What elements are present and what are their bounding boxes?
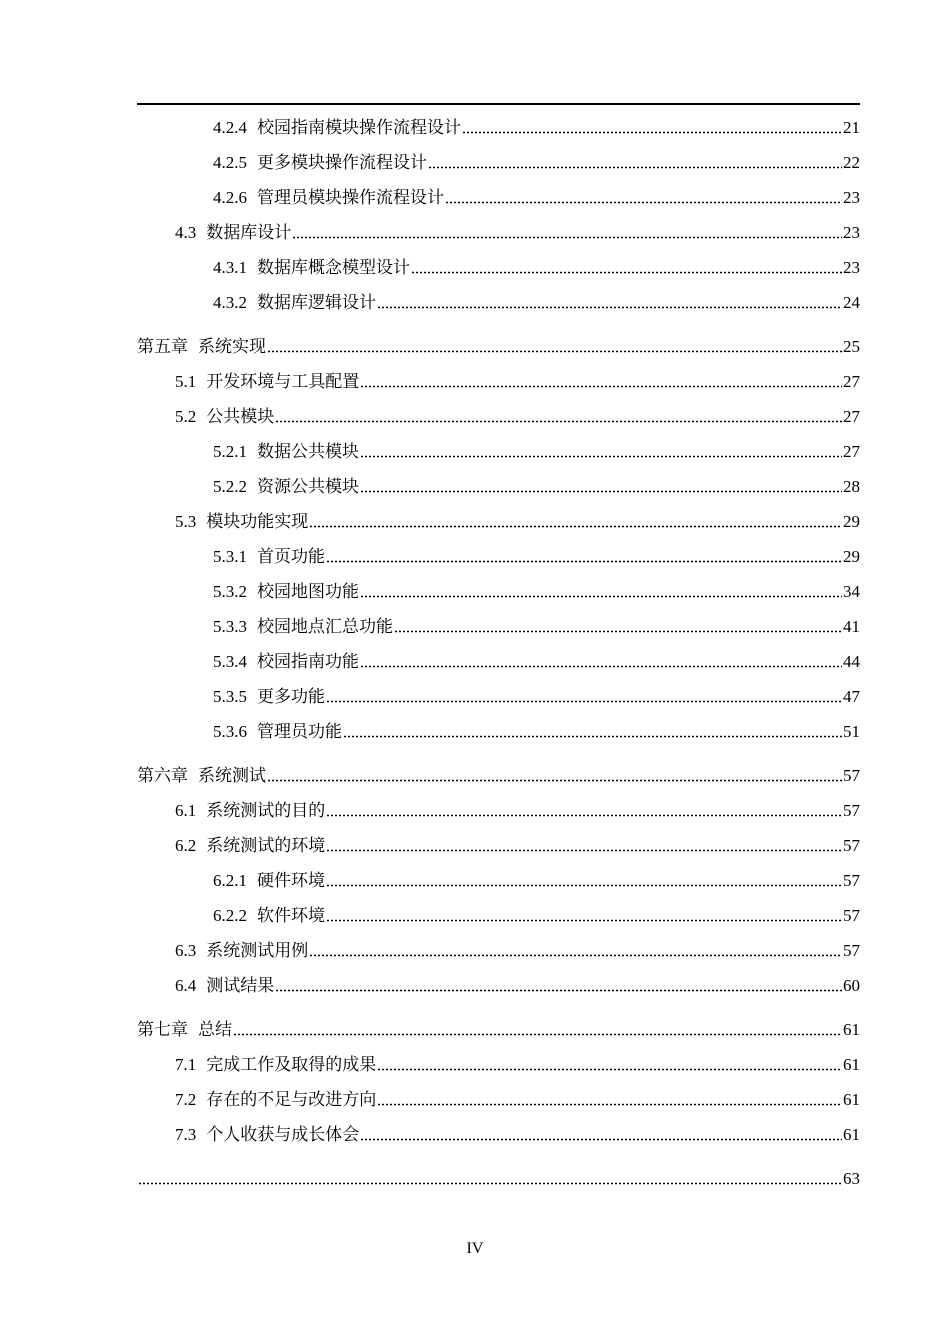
toc-entry-title: 公共模块 [206,407,275,426]
toc-entry[interactable] [137,1088,860,1112]
toc-entry-title: 更多模块操作流程设计 [257,153,427,172]
toc-entry-title: 校园地点汇总功能 [257,617,393,636]
toc-dot-leader [292,236,842,239]
toc-dot-leader [326,884,842,887]
toc-entry-title: 开发环境与工具配置 [206,372,360,391]
toc-entry-title: 数据库概念模型设计 [257,258,410,277]
toc-entry-page: 44 [843,652,860,671]
toc-dot-leader [267,350,842,353]
toc-entry-number: 6.1 [175,801,197,820]
toc-entry-number: 4.3.2 [213,293,247,312]
toc-entry-number: 5.3.5 [213,687,247,706]
toc-entry[interactable] [137,1123,860,1147]
toc-entry[interactable] [137,510,860,534]
toc-entry[interactable] [137,974,860,998]
toc-entry[interactable] [137,335,860,359]
toc-entry-page: 23 [843,258,860,277]
toc-entry[interactable] [137,834,860,858]
toc-entry-page: 29 [843,547,860,566]
toc-entry-page: 27 [843,407,860,426]
toc-entry-number: 6.2.1 [213,871,247,890]
toc-entry[interactable] [137,764,860,788]
toc-entry-number: 5.1 [175,372,197,391]
toc-dot-leader [326,700,842,703]
toc-entry-title: 数据库逻辑设计 [257,293,376,312]
toc-entry[interactable] [137,221,860,245]
toc-dot-leader [233,1033,842,1036]
toc-dot-leader [462,131,842,134]
toc-dot-leader [445,201,842,204]
toc-dot-leader [377,1103,842,1106]
toc-dot-leader [326,849,842,852]
toc-entry-page: 51 [843,722,860,741]
toc-entry-number: 第六章 [137,766,188,785]
toc-entry-title: 总结 [198,1020,232,1039]
toc-entry-page: 57 [843,836,860,855]
toc-entry-page: 27 [843,442,860,461]
toc-entry-title: 个人收获与成长体会 [206,1125,360,1144]
toc-entry[interactable] [137,1053,860,1077]
toc-dot-leader [326,919,842,922]
toc-entry-page: 57 [843,801,860,820]
toc-dot-leader [360,1138,842,1141]
toc-entry-number: 5.3.3 [213,617,247,636]
toc-entry-title: 测试结果 [206,976,275,995]
toc-entry-page: 61 [843,1125,860,1144]
toc-entry-number: 5.3.1 [213,547,247,566]
toc-entry-number: 5.2.2 [213,477,247,496]
toc-entry-title: 更多功能 [257,687,325,706]
header-rule [137,103,860,105]
toc-entry[interactable] [137,799,860,823]
toc-entry-title: 系统测试的环境 [206,836,326,855]
toc-entry-title: 系统测试用例 [206,941,309,960]
toc-entry[interactable] [137,186,860,210]
toc-entry-title: 系统测试 [198,766,266,785]
toc-dot-leader [394,630,842,633]
toc-entry-title: 数据库设计 [206,223,292,242]
toc-entry[interactable] [137,685,860,709]
toc-entry-page: 23 [843,223,860,242]
toc-entry-title: 存在的不足与改进方向 [206,1090,377,1109]
toc-dot-leader [309,954,842,957]
toc-entry-page: 22 [843,153,860,172]
toc-entry[interactable] [137,650,860,674]
toc-entry-page: 57 [843,766,860,785]
page-number: IV [466,1240,484,1257]
toc-entry-title: 校园指南模块操作流程设计 [257,118,461,137]
toc-dot-leader [411,271,842,274]
toc-entry-number: 4.3 [175,223,197,242]
toc-entry-title: 校园指南功能 [257,652,359,671]
toc-entry-title: 校园地图功能 [257,582,359,601]
toc-entry-number: 7.1 [175,1055,197,1074]
toc-entry-page: 25 [843,337,860,356]
toc-entry-title: 首页功能 [257,547,325,566]
toc-entry-number: 第七章 [137,1020,188,1039]
toc-entry-number: 7.2 [175,1090,197,1109]
toc-dot-leader [360,490,842,493]
toc-entry-page: 29 [843,512,860,531]
toc-entry-page: 61 [843,1020,860,1039]
toc-dot-leader [377,306,842,309]
toc-entry-title: 资源公共模块 [257,477,359,496]
toc-entry-number: 5.3 [175,512,197,531]
toc-entry-page: 23 [843,188,860,207]
toc-entry-number: 4.3.1 [213,258,247,277]
toc-entry-title: 完成工作及取得的成果 [206,1055,377,1074]
toc-entry-number: 4.2.5 [213,153,247,172]
toc-entry-number: 5.3.2 [213,582,247,601]
toc-entry-number: 6.2 [175,836,197,855]
toc-entry-page: 60 [843,976,860,995]
toc-entry-page: 57 [843,871,860,890]
toc-entry-number: 7.3 [175,1125,197,1144]
toc-entry[interactable] [137,151,860,175]
toc-entry[interactable] [137,1167,860,1191]
toc-dot-leader [309,525,842,528]
toc-dot-leader [326,560,842,563]
toc-dot-leader [275,420,842,423]
toc-dot-leader [326,814,842,817]
toc-entry-number: 5.2 [175,407,197,426]
toc-entry-page: 24 [843,293,860,312]
toc-entry-number: 6.2.2 [213,906,247,925]
toc-entry-page: 47 [843,687,860,706]
toc-entry[interactable] [137,1018,860,1042]
toc-entry-title: 管理员功能 [257,722,342,741]
toc-entry-page: 41 [843,617,860,636]
toc-entry-number: 6.3 [175,941,197,960]
toc-entry[interactable] [137,405,860,429]
toc-entry-page: 27 [843,372,860,391]
toc-entry[interactable] [137,939,860,963]
toc-entry-page: 63 [843,1169,860,1188]
toc-entry-title: 数据公共模块 [257,442,359,461]
toc-entry-page: 61 [843,1055,860,1074]
toc-entry-page: 34 [843,582,860,601]
toc-entry-title: 硬件环境 [257,871,325,890]
toc-dot-leader [360,455,842,458]
toc-entry-number: 4.2.6 [213,188,247,207]
toc-entry[interactable] [137,370,860,394]
toc-dot-leader [360,385,842,388]
toc-entry-title: 模块功能实现 [206,512,309,531]
toc-entry-title: 系统测试的目的 [206,801,326,820]
toc-entry-number: 5.2.1 [213,442,247,461]
toc-entry[interactable] [137,720,860,744]
toc-entry[interactable] [137,475,860,499]
toc-entry-title: 软件环境 [257,906,325,925]
toc-entry-number: 5.3.4 [213,652,247,671]
toc-dot-leader [377,1068,842,1071]
toc-entry-page: 57 [843,906,860,925]
toc-dot-leader [267,779,842,782]
toc-dot-leader [360,595,842,598]
toc-entry[interactable] [137,440,860,464]
toc-entry-page: 21 [843,118,860,137]
toc-dot-leader [138,1182,842,1185]
toc-entry-number: 4.2.4 [213,118,247,137]
toc-entry[interactable] [137,615,860,639]
toc-entry-page: 57 [843,941,860,960]
toc-entry[interactable] [137,580,860,604]
toc-entry-page: 28 [843,477,860,496]
toc-entry[interactable] [137,869,860,893]
toc-entry-title: 系统实现 [198,337,266,356]
toc-entry-page: 61 [843,1090,860,1109]
toc-dot-leader [275,989,842,992]
toc-entry[interactable] [137,116,860,140]
toc-entry[interactable] [137,256,860,280]
toc-entry-number: 第五章 [137,337,188,356]
toc-entry[interactable] [137,291,860,315]
toc-dot-leader [343,735,842,738]
toc-entry-title: 管理员模块操作流程设计 [257,188,444,207]
toc-entry-number: 5.3.6 [213,722,247,741]
toc-entry-number: 6.4 [175,976,197,995]
toc-dot-leader [428,166,842,169]
toc-entry[interactable] [137,545,860,569]
toc-dot-leader [360,665,842,668]
toc-entry[interactable] [137,904,860,928]
